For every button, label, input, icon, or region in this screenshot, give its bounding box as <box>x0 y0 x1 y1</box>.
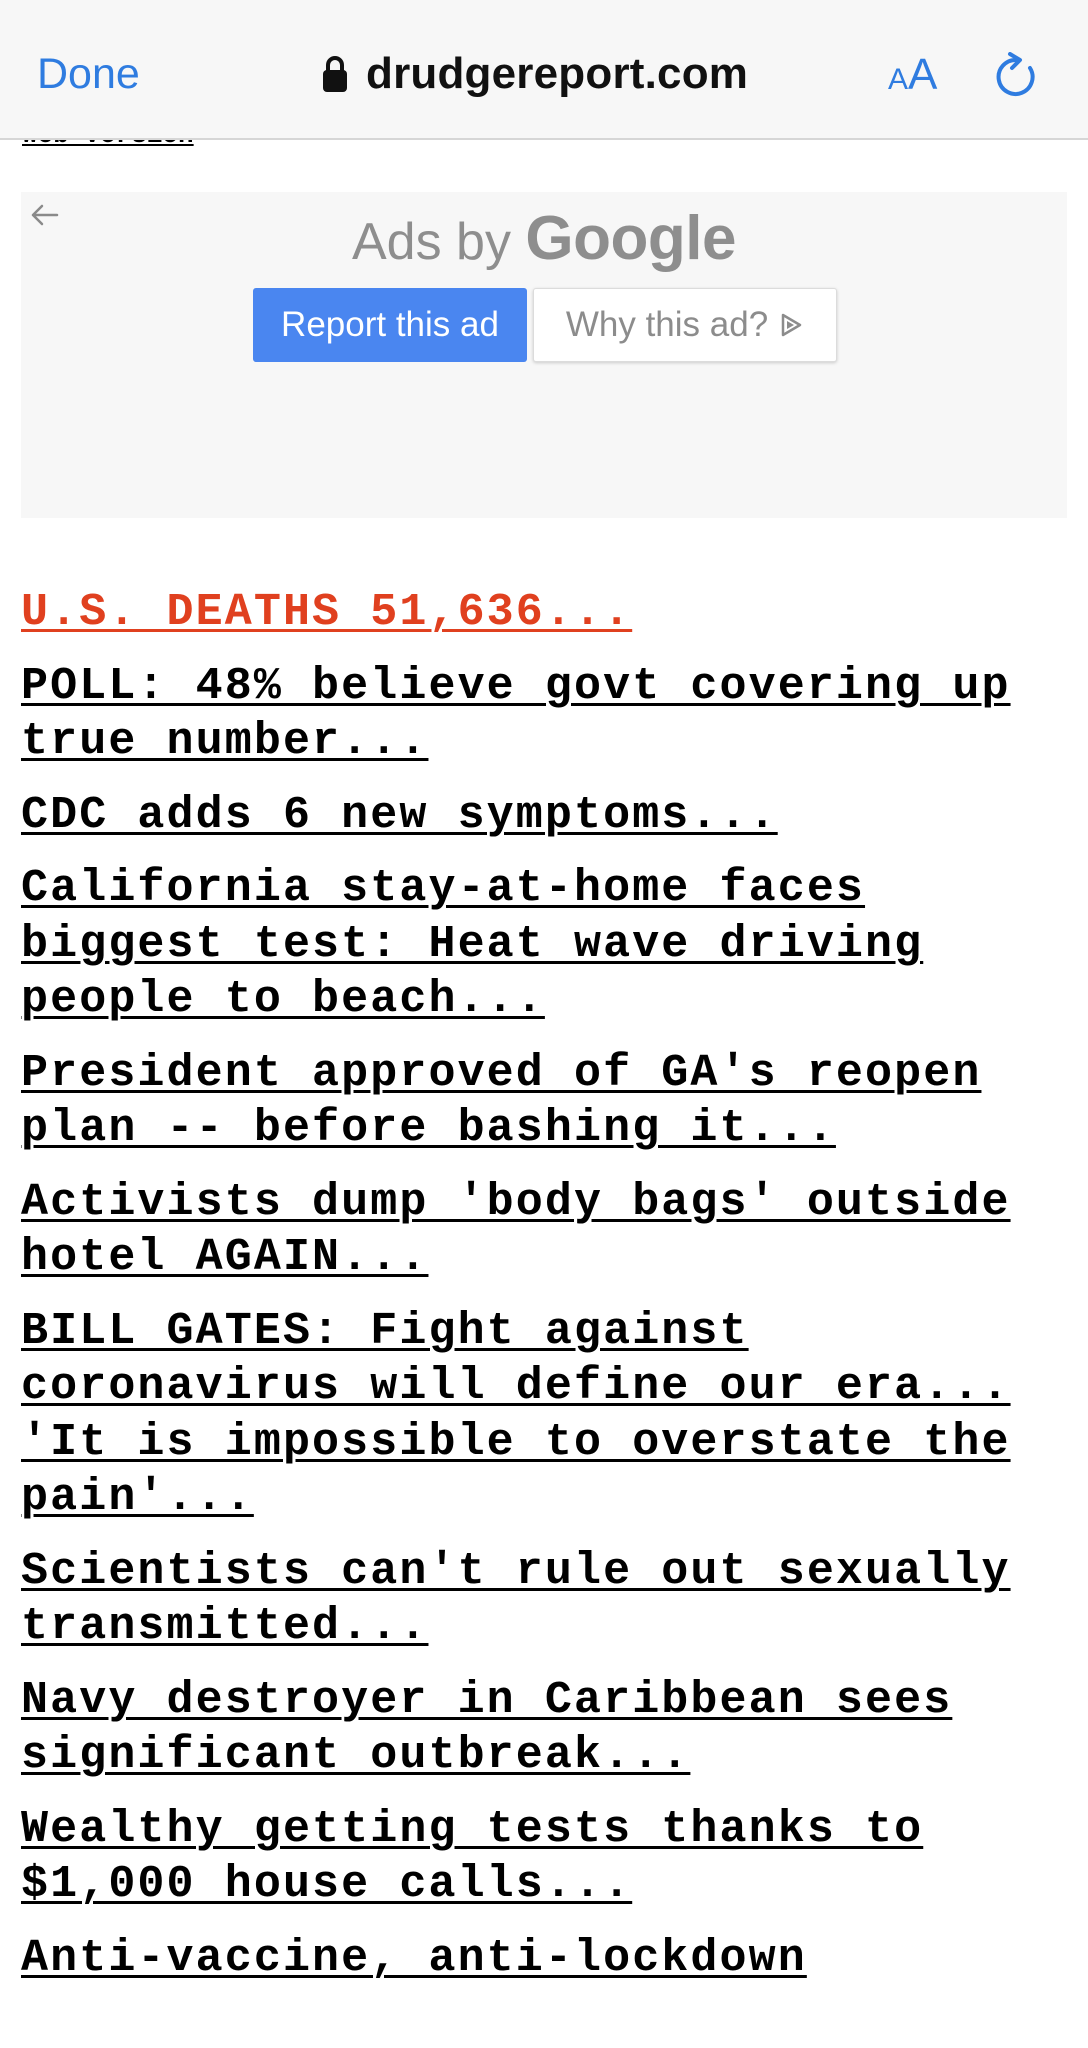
headline-link[interactable]: President approved of GA's reopen plan -- before bashing it... <box>21 1047 982 1154</box>
text-size-large-glyph: A <box>908 50 938 99</box>
browser-top-bar <box>0 0 1088 140</box>
reload-icon[interactable] <box>996 52 1040 100</box>
why-this-ad-label: Why this ad? <box>565 305 769 344</box>
lock-icon <box>320 54 350 94</box>
ad-container <box>21 192 1067 518</box>
headline-item <box>21 1931 1081 1987</box>
headline-item <box>21 861 1081 1028</box>
headline-item <box>21 1802 1081 1913</box>
headline-link[interactable]: Wealthy getting tests thanks to $1,000 house calls... <box>21 1803 924 1910</box>
headline-item <box>21 1175 1081 1286</box>
headline-item <box>21 585 1081 641</box>
headline-item <box>21 1046 1081 1157</box>
headline-list <box>21 585 1081 2004</box>
text-size-small-glyph: A <box>888 63 909 96</box>
headline-link[interactable]: Anti-vaccine, anti-lockdown <box>21 1932 807 1984</box>
ad-buttons <box>253 288 837 362</box>
url-text: drudgereport.com <box>366 49 749 98</box>
headline-item <box>21 1673 1081 1784</box>
headline-link[interactable]: Navy destroyer in Caribbean sees significant outbreak... <box>21 1674 953 1781</box>
ads-by-text: Ads by <box>352 213 526 271</box>
headline-link[interactable]: California stay-at-home faces biggest test: Heat wave driving people to beach... <box>21 863 924 1025</box>
headline-item <box>21 1304 1081 1415</box>
why-this-ad-button[interactable] <box>533 288 837 362</box>
ads-by-google-label <box>21 206 1067 288</box>
google-logo-text: Google <box>525 204 736 273</box>
headline-link[interactable]: CDC adds 6 new symptoms... <box>21 789 778 841</box>
headline-item <box>21 659 1081 770</box>
report-ad-button[interactable]: Report this ad <box>253 288 527 362</box>
adchoices-icon <box>778 312 804 338</box>
headline-link[interactable]: BILL GATES: Fight against coronavirus will define our era... <box>21 1305 1011 1412</box>
headline-link[interactable]: Scientists can't rule out sexually transmitted... <box>21 1545 1011 1652</box>
headline-item <box>21 1544 1081 1655</box>
text-size-button[interactable] <box>888 50 937 110</box>
done-button[interactable]: Done <box>37 50 140 98</box>
headline-item <box>21 788 1081 844</box>
headline-link[interactable]: 'It is impossible to overstate the pain'... <box>21 1416 1011 1523</box>
headline-item <box>21 1415 1081 1526</box>
address-bar[interactable] <box>320 46 748 102</box>
headline-link[interactable]: POLL: 48% believe govt covering up true number... <box>21 660 1011 767</box>
headline-link[interactable]: U.S. DEATHS 51,636... <box>21 587 633 638</box>
headline-link[interactable]: Activists dump 'body bags' outside hotel AGAIN... <box>21 1176 1011 1283</box>
